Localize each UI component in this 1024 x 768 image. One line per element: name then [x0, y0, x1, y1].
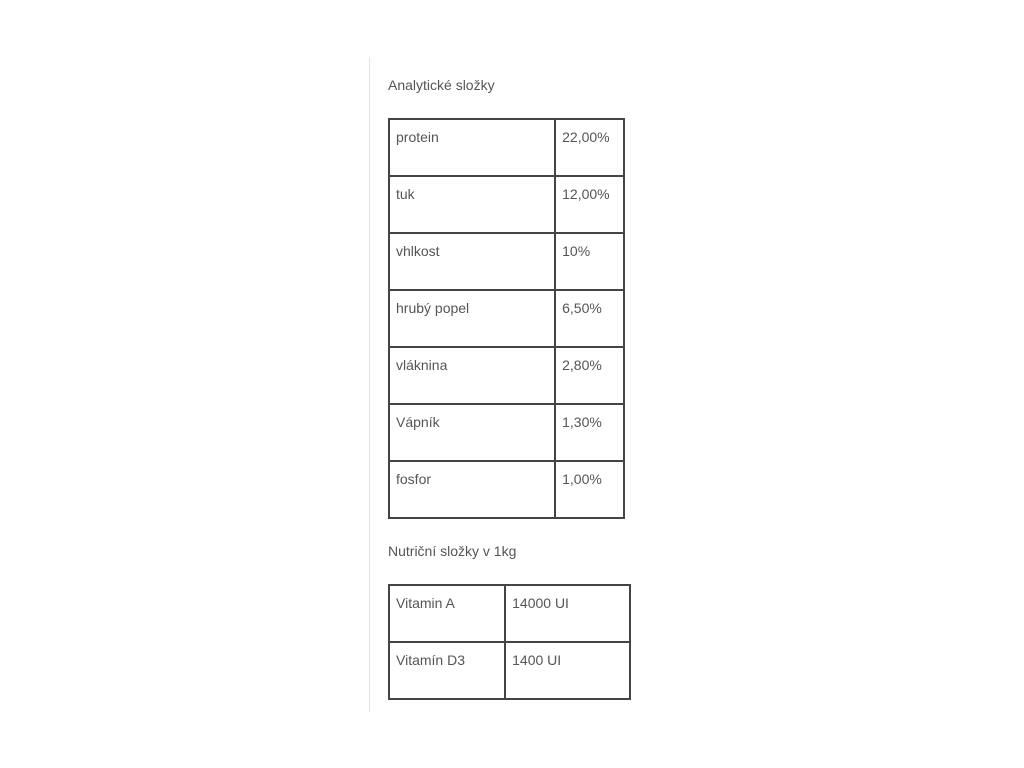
table-row	[389, 290, 624, 347]
analytic-heading: Analytické složky	[388, 77, 495, 93]
analytic-table	[388, 118, 625, 519]
table-cell-name: fosfor	[389, 461, 555, 518]
table-cell-value: 6,50%	[555, 290, 624, 347]
table-cell-name: Vitamin A	[389, 585, 505, 642]
table-row	[389, 119, 624, 176]
table-row	[389, 347, 624, 404]
table-row	[389, 642, 630, 699]
table-cell-value: 2,80%	[555, 347, 624, 404]
table-cell-name: Vitamín D3	[389, 642, 505, 699]
nutrition-table	[388, 584, 631, 700]
table-cell-name: protein	[389, 119, 555, 176]
table-cell-value: 14000 UI	[505, 585, 630, 642]
table-cell-value: 1400 UI	[505, 642, 630, 699]
table-row	[389, 233, 624, 290]
table-cell-value: 1,00%	[555, 461, 624, 518]
nutrition-heading: Nutriční složky v 1kg	[388, 543, 517, 559]
table-row	[389, 404, 624, 461]
table-cell-value: 12,00%	[555, 176, 624, 233]
content-column	[369, 57, 670, 712]
table-row	[389, 461, 624, 518]
table-row	[389, 176, 624, 233]
table-cell-name: Vápník	[389, 404, 555, 461]
table-cell-value: 10%	[555, 233, 624, 290]
table-cell-name: tuk	[389, 176, 555, 233]
table-row	[389, 585, 630, 642]
table-cell-name: vhlkost	[389, 233, 555, 290]
table-cell-value: 1,30%	[555, 404, 624, 461]
table-cell-name: vláknina	[389, 347, 555, 404]
table-cell-name: hrubý popel	[389, 290, 555, 347]
table-cell-value: 22,00%	[555, 119, 624, 176]
